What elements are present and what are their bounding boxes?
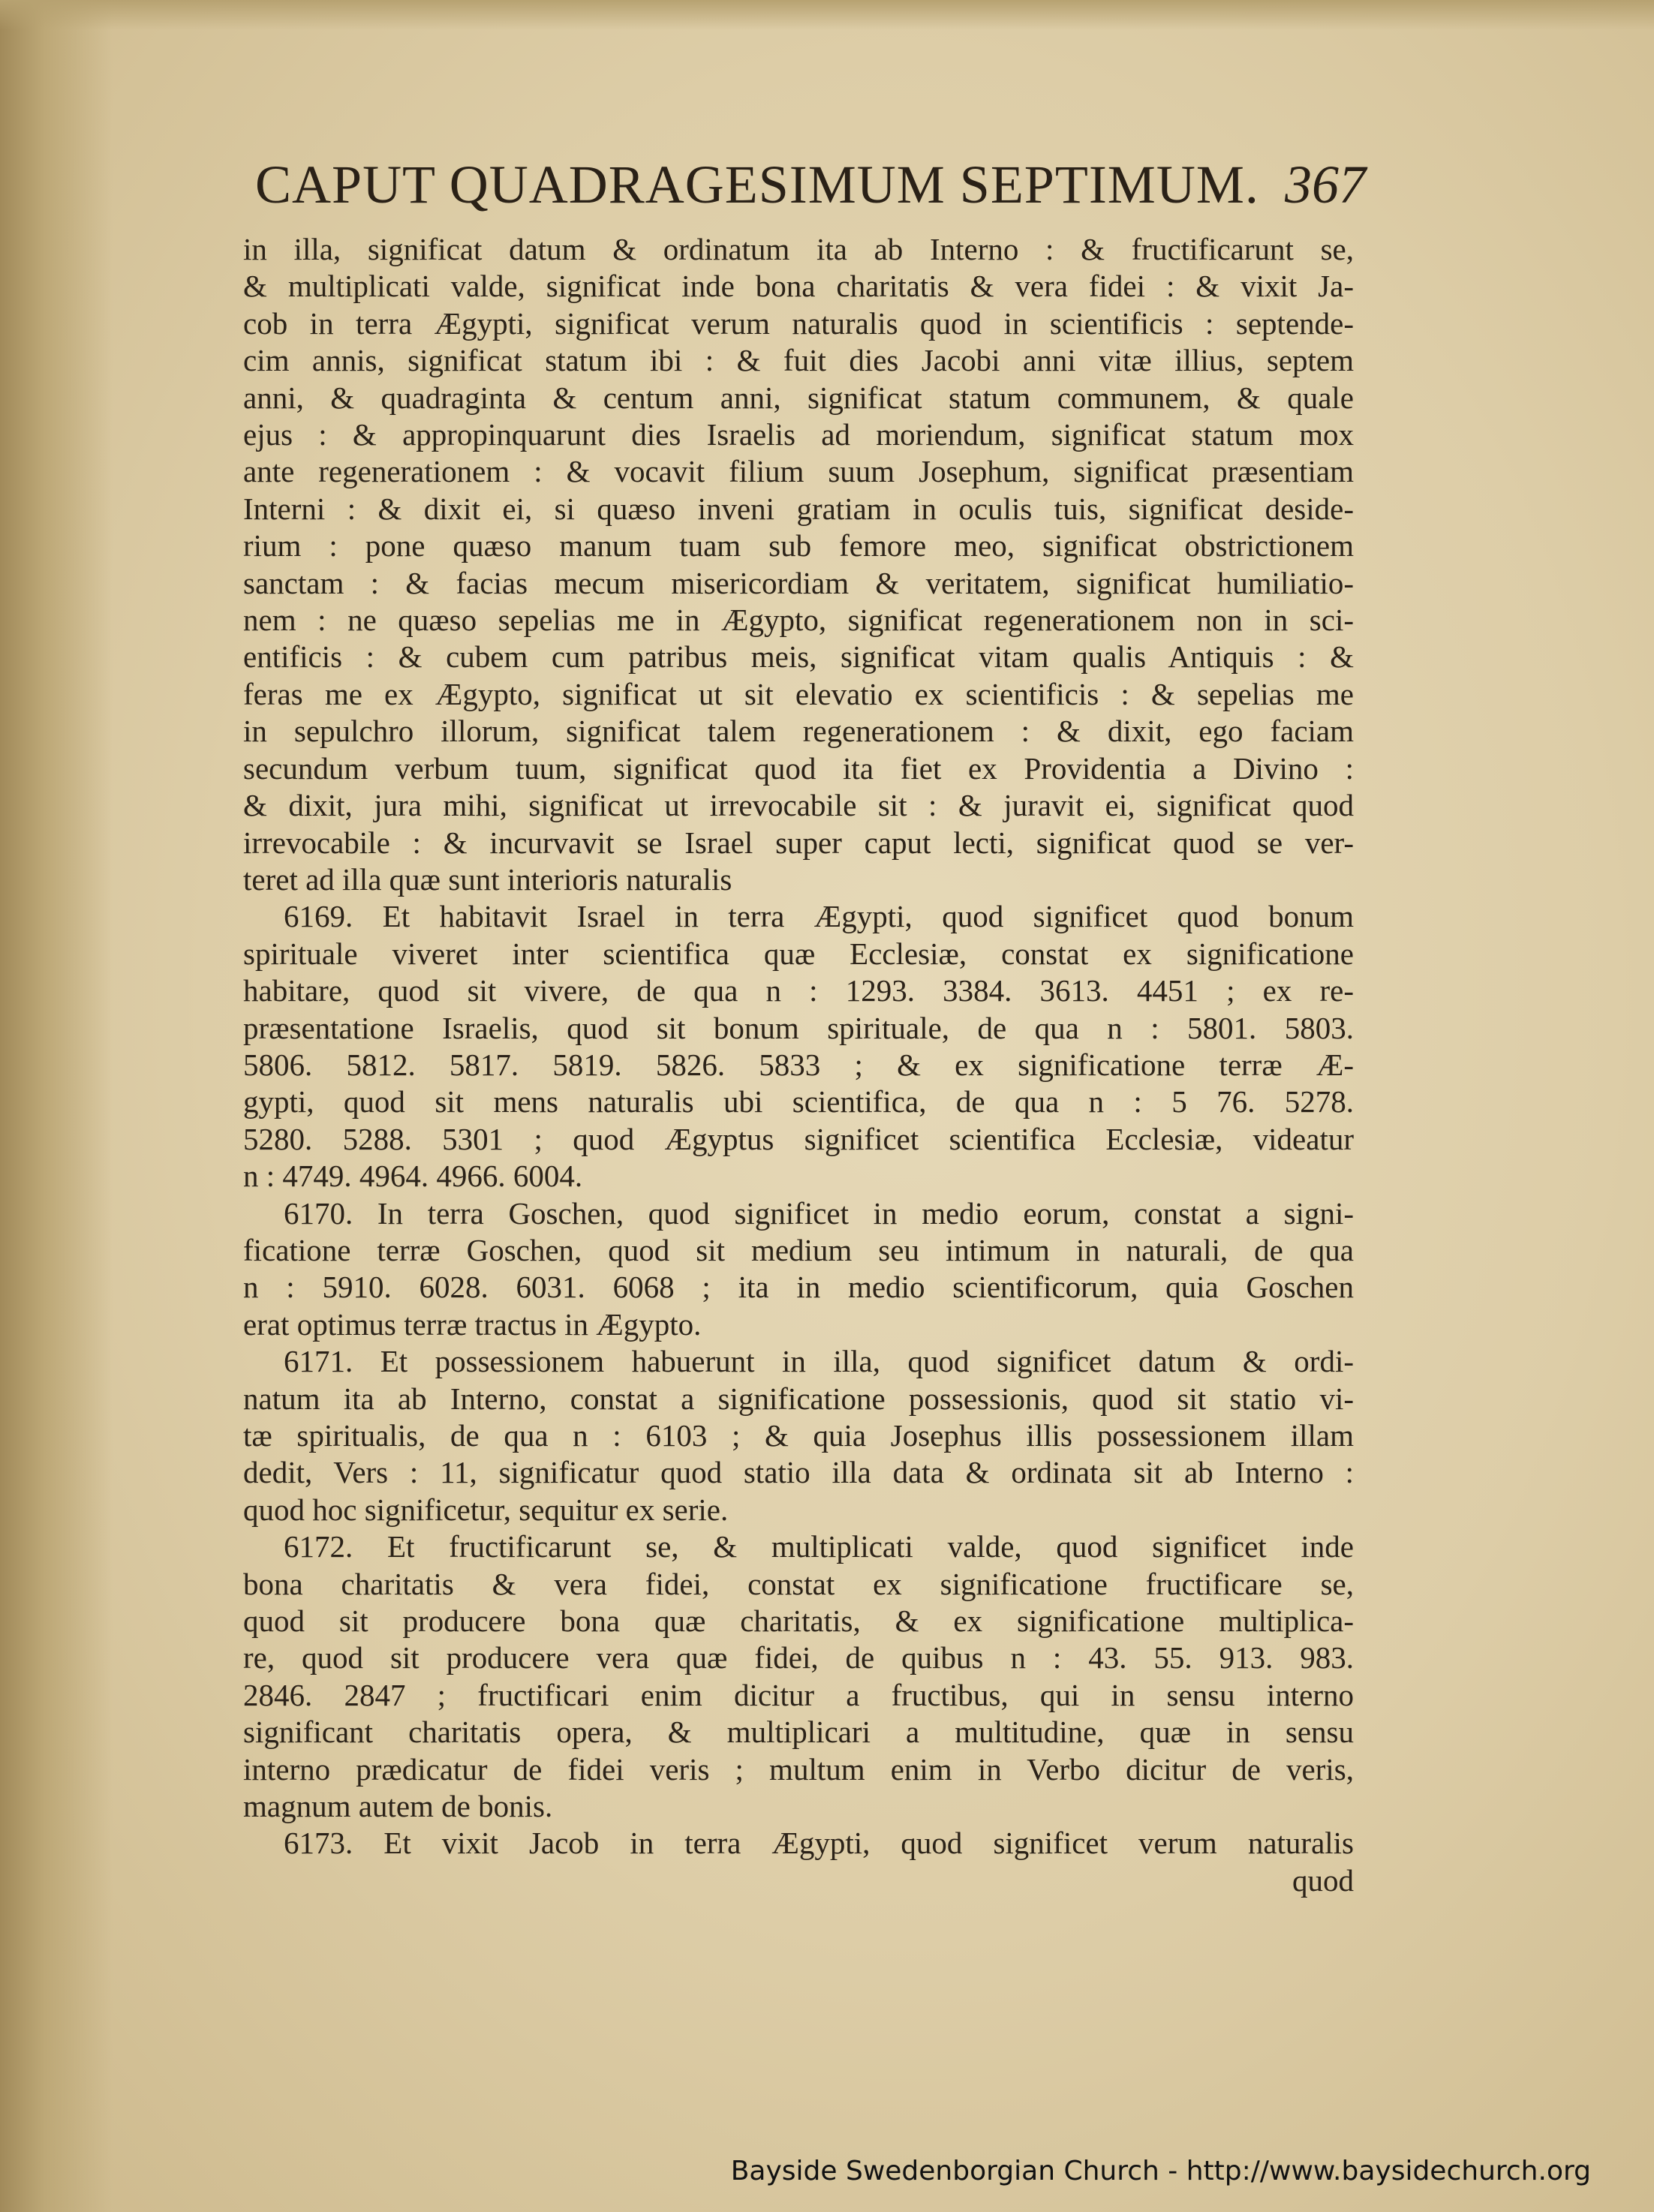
text-line: feras me ex Ægypto, significat ut sit elevatio ex scientificis : & sepelias me (243, 676, 1354, 711)
text-line: n : 4749. 4964. 4966. 6004. (243, 1159, 583, 1194)
text-line: cob in terra Ægypti, significat verum naturalis quod in scientificis : septende- (243, 305, 1354, 341)
text-line: & multiplicati valde, significat inde bona charitatis & vera fidei : & vixit Ja- (243, 269, 1354, 304)
text-line: rium : pone quæso manum tuam sub femore meo, significat obstrictionem (243, 528, 1354, 564)
text-line: 6173. Et vixit Jacob in terra Ægypti, quod significet verum naturalis (284, 1826, 1354, 1861)
page-gutter-shadow (0, 0, 113, 2212)
text-line: ficatione terræ Goschen, quod sit medium seu intimum in naturali, de qua (243, 1232, 1354, 1267)
text-line: bona charitatis & vera fidei, constat ex significatione fructificare se, (243, 1566, 1354, 1601)
text-line: entificis : & cubem cum patribus meis, significat vitam qualis Antiquis : & (243, 639, 1354, 675)
text-line: dedit, Vers : 11, significatur quod statio illa data & ordinata sit ab Interno : (243, 1455, 1354, 1490)
text-line: Interni : & dixit ei, si quæso inveni gratiam in oculis tuis, significat deside- (243, 491, 1354, 526)
text-line: irrevocabile : & incurvavit se Israel super caput lecti, significat quod se ver- (243, 825, 1354, 860)
text-line: ejus : & appropinquarunt dies Israelis ad moriendum, significat statum mox (243, 417, 1354, 452)
text-line: & dixit, jura mihi, significat ut irrevocabile sit : & juravit ei, significat quod (243, 788, 1354, 823)
text-line: 6170. In terra Goschen, quod significet in medio eorum, constat a signi- (284, 1195, 1354, 1231)
running-header (255, 154, 1366, 221)
text-line: quod sit producere bona quæ charitatis, & ex significatione multiplica- (243, 1603, 1354, 1639)
text-line: significant charitatis opera, & multiplicari a multitudine, quæ in sensu (243, 1715, 1354, 1750)
text-line: teret ad illa quæ sunt interioris naturalis (243, 861, 732, 897)
text-line: spirituale viveret inter scientifica quæ Ecclesiæ, constat ex significatione (243, 936, 1354, 971)
text-line: re, quod sit producere vera quæ fidei, de quibus n : 43. 55. 913. 983. (243, 1640, 1354, 1676)
text-line: gypti, quod sit mens naturalis ubi scientifica, de qua n : 5 76. 5278. (243, 1084, 1354, 1120)
text-line: 2846. 2847 ; fructificari enim dicitur a fructibus, qui in sensu interno (243, 1677, 1354, 1712)
page-number: 367 (1285, 155, 1366, 215)
body-text (243, 231, 1354, 1899)
text-line: sanctam : & facias mecum misericordiam & veritatem, significat humiliatio- (243, 565, 1354, 600)
text-line: in illa, significat datum & ordinatum ita ab Interno : & fructificarunt se, (243, 232, 1354, 266)
text-line: 6169. Et habitavit Israel in terra Ægypti, quod significet quod bonum (284, 899, 1354, 934)
text-line: interno prædicatur de fidei veris ; multum enim in Verbo dicitur de veris, (243, 1751, 1354, 1787)
text-line: ante regenerationem : & vocavit filium suum Josephum, significat præsentiam (243, 454, 1354, 489)
text-line: erat optimus terræ tractus in Ægypto. (243, 1306, 702, 1342)
text-line: natum ita ab Interno, constat a significatione possessionis, quod sit statio vi- (243, 1381, 1354, 1416)
text-line: 5280. 5288. 5301 ; quod Ægyptus significet scientifica Ecclesiæ, videatur (243, 1121, 1354, 1156)
text-line: secundum verbum tuum, significat quod ita fiet ex Providentia a Divino : (243, 750, 1354, 786)
text-line: in sepulchro illorum, significat talem regenerationem : & dixit, ego faciam (243, 714, 1354, 749)
text-line: nem : ne quæso sepelias me in Ægypto, significat regenerationem non in sci- (243, 603, 1354, 638)
text-line: quod (1292, 1862, 1354, 1898)
page-top-edge (0, 0, 1654, 30)
text-line: magnum autem de bonis. (243, 1789, 553, 1824)
running-title: CAPUT QUADRAGESIMUM SEPTIMUM. (255, 155, 1259, 215)
text-line: n : 5910. 6028. 6031. 6068 ; ita in medio scientificorum, quia Goschen (243, 1270, 1354, 1305)
text-line: cim annis, significat statum ibi : & fuit dies Jacobi anni vitæ illius, septem (243, 343, 1354, 378)
text-line: quod hoc significetur, sequitur ex serie. (243, 1492, 729, 1527)
text-line: præsentatione Israelis, quod sit bonum spirituale, de qua n : 5801. 5803. (243, 1010, 1354, 1045)
text-line: habitare, quod sit vivere, de qua n : 1293. 3384. 3613. 4451 ; ex re- (243, 973, 1354, 1008)
text-line: 6172. Et fructificarunt se, & multiplicati valde, quod significet inde (284, 1529, 1354, 1564)
text-line: tæ spiritualis, de qua n : 6103 ; & quia Josephus illis possessionem illam (243, 1418, 1354, 1453)
text-line: 6171. Et possessionem habuerunt in illa, quod significet datum & ordi- (284, 1344, 1354, 1379)
watermark-footer: Bayside Swedenborgian Church - http://www.baysidechurch.org (730, 2156, 1591, 2186)
text-line: anni, & quadraginta & centum anni, significat statum communem, & quale (243, 380, 1354, 415)
text-line: 5806. 5812. 5817. 5819. 5826. 5833 ; & ex significatione terræ Æ- (243, 1047, 1354, 1082)
